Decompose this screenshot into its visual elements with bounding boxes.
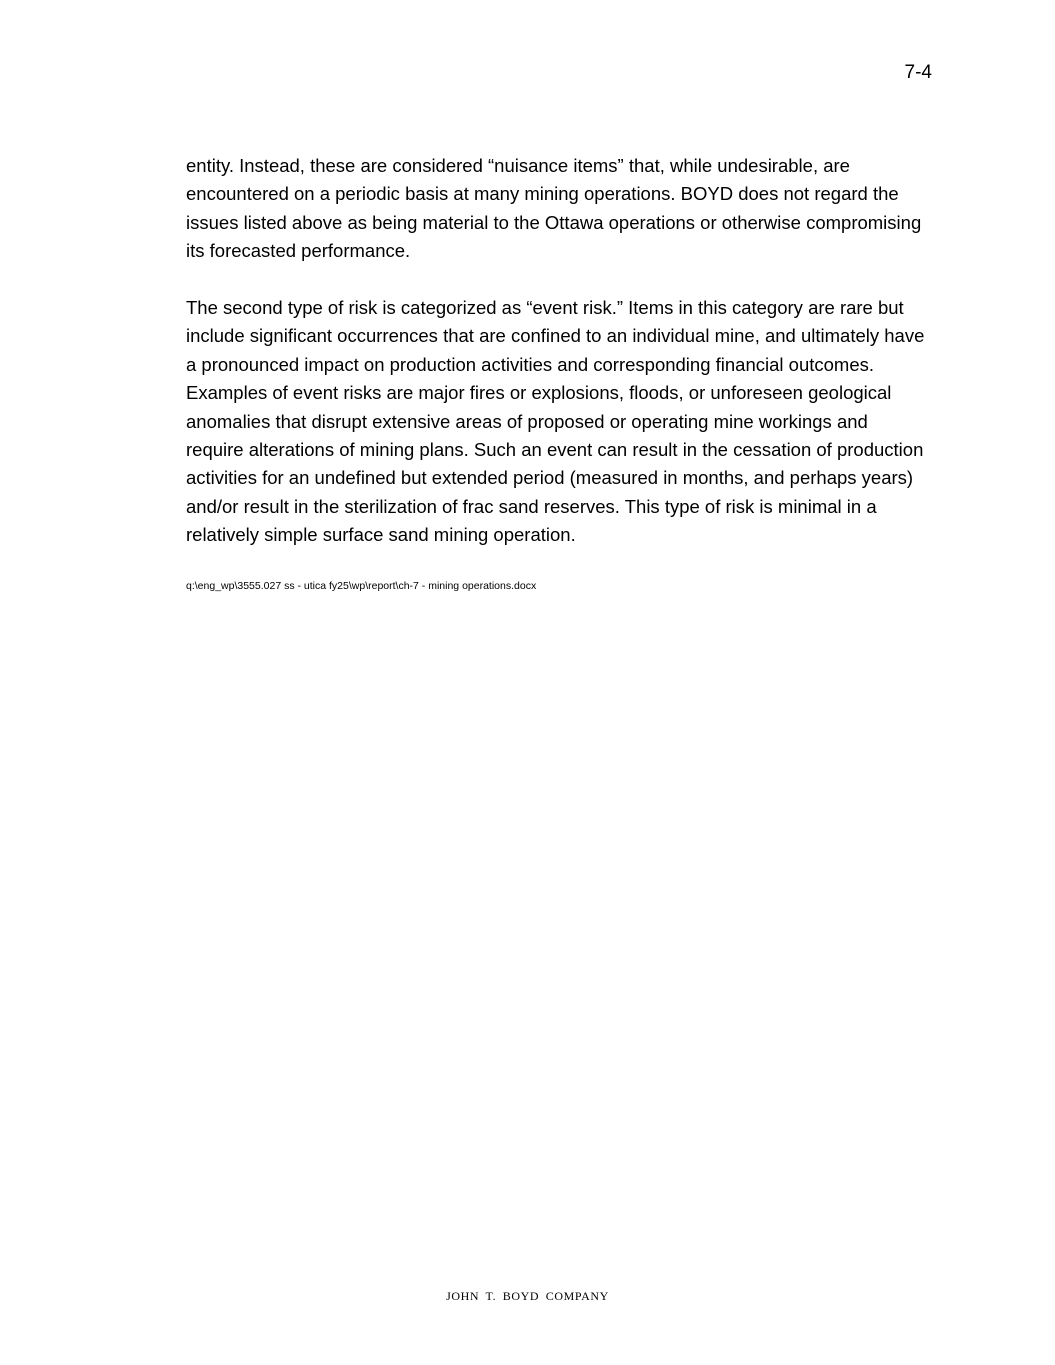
body-text	[186, 152, 930, 550]
footer-company-name: JOHN T. BOYD COMPANY	[446, 1289, 609, 1303]
page-number: 7-4	[904, 62, 932, 83]
paragraph: The second type of risk is categorized as “event risk.” Items in this category are rare but include significant occurrences that are confined to an individual mine, and ultimately have a pronounced impact on production activities and corresponding financial outcomes. Examples of event risks are major fires or explosions, floods, or unforeseen geological anomalies that disrupt extensive areas of proposed or operating mine workings and require alterations of mining plans. Such an event can result in the cessation of production activities for an undefined but extended period (measured in months, and perhaps years) and/or result in the sterilization of frac sand reserves. This type of risk is minimal in a relatively simple surface sand mining operation.	[186, 297, 925, 546]
paragraph: entity. Instead, these are considered “nuisance items” that, while undesirable, are encountered on a periodic basis at many mining operations. BOYD does not regard the issues listed above as being material to the Ottawa operations or otherwise compromising its forecasted performance.	[186, 155, 922, 262]
file-path: q:\eng_wp\3555.027 ss - utica fy25\wp\report\ch-7 - mining operations.docx	[186, 580, 537, 592]
